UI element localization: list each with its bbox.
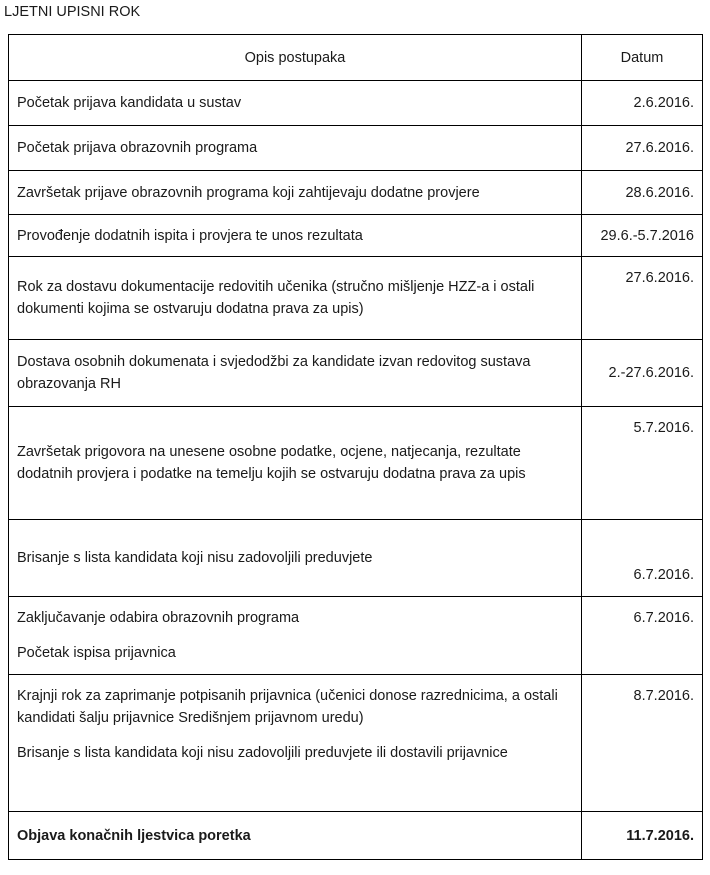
table-row [9,215,703,257]
table-row [9,171,703,215]
row-description: Završetak prigovora na unesene osobne podatke, ocjene, natjecanja, rezultate dodatnih provjera i podatke na temelju kojih se ostvaruju dodatna prava za upis [9,407,582,520]
row-date: 28.6.2016. [582,171,703,215]
row-description: Početak prijava obrazovnih programa [9,126,582,171]
row-date: 29.6.-5.7.2016 [582,215,703,257]
table-header-row [9,35,703,81]
row-date: 5.7.2016. [582,407,703,520]
row-description: Rok za dostavu dokumentacije redovitih učenika (stručno mišljenje HZZ-a i ostali dokumenti kojima se ostvaruju dodatna prava za upis) [9,257,582,340]
row-date: 11.7.2016. [582,812,703,860]
row-date: 2.6.2016. [582,81,703,126]
row-date: 8.7.2016. [582,675,703,812]
schedule-table [8,34,703,860]
page-title: LJETNI UPISNI ROK [4,4,141,20]
table-row [9,597,703,675]
table-row [9,407,703,520]
table-row [9,257,703,340]
row-description: Dostava osobnih dokumenata i svjedodžbi za kandidate izvan redovitog sustava obrazovanja RH [9,340,582,407]
row-description-group [9,675,582,812]
table-row [9,340,703,407]
row-description: Završetak prijave obrazovnih programa koji zahtijevaju dodatne provjere [9,171,582,215]
column-header-description: Opis postupaka [9,35,582,81]
table-row [9,675,703,812]
row-date: 6.7.2016. [582,520,703,597]
row-description-secondary: Brisanje s lista kandidata koji nisu zadovoljili preduvjete ili dostavili prijavnice [17,745,508,761]
row-description: Krajnji rok za zaprimanje potpisanih prijavnica (učenici donose razrednicima, a ostali kandidati šalju prijavnice Središnjem prijavnom uredu) [17,688,558,726]
row-description-group [9,597,582,675]
table-row [9,520,703,597]
table-row [9,126,703,171]
row-description: Provođenje dodatnih ispita i provjera te unos rezultata [9,215,582,257]
table-row [9,81,703,126]
row-description: Zaključavanje odabira obrazovnih programa [17,610,300,626]
row-date: 2.-27.6.2016. [582,340,703,407]
row-date: 6.7.2016. [582,597,703,675]
table-row [9,812,703,860]
row-description: Brisanje s lista kandidata koji nisu zadovoljili preduvjete [9,520,582,597]
row-description-secondary: Početak ispisa prijavnica [17,645,176,661]
row-date: 27.6.2016. [582,257,703,340]
column-header-date: Datum [582,35,703,81]
row-description: Objava konačnih ljestvica poretka [9,812,582,860]
row-description: Početak prijava kandidata u sustav [9,81,582,126]
row-date: 27.6.2016. [582,126,703,171]
